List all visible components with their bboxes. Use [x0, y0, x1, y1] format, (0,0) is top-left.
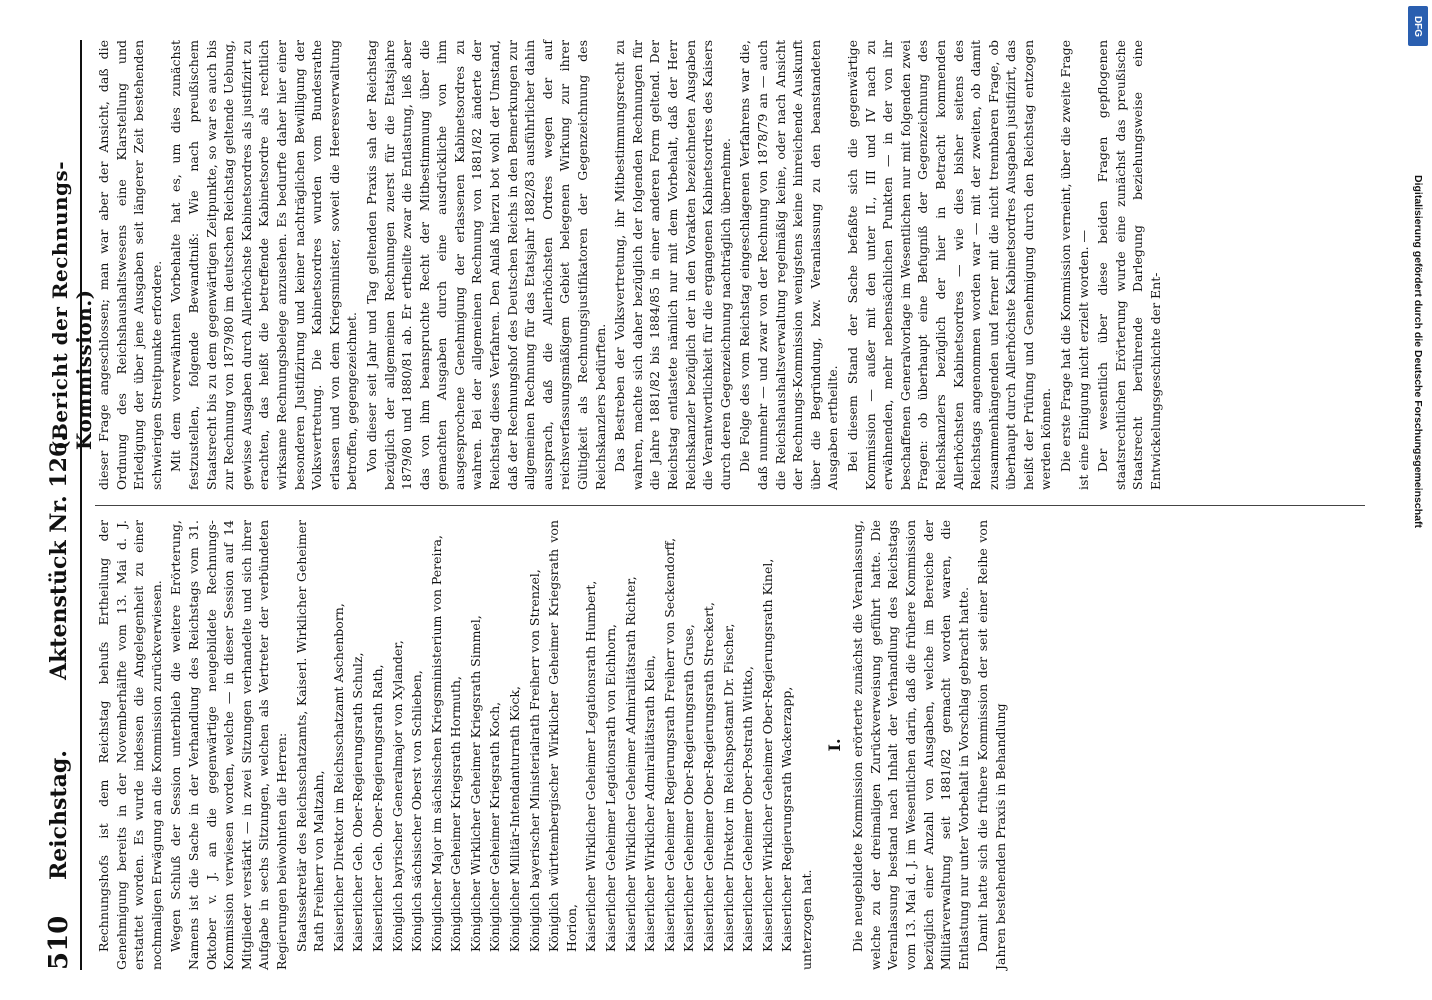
text-column-left [95, 520, 1012, 970]
paragraph: Die Folge des vom Reichstag eingeschlagenen Verfahrens war die, daß nunmehr — und zwar von der Rechnung von 1878/79 an — auch die Reichshaushaltsverwaltung regelmäßig keine, oder nach Ansicht der Rechnungs-Kommission wenigstens keine hinreichende Auskunft über die Begründung, bzw. Veranlassung zu den beanstandeten Ausgaben ertheilte. [737, 40, 841, 490]
list-item: Königlicher Major im sächsischen Kriegsministerium von Pereira, [428, 535, 444, 952]
list-item: Königlicher Wirklicher Geheimer Kriegsrath Simmel, [467, 615, 483, 952]
paragraph: Rechnungshofs ist dem Reichstag behufs Ertheilung der Genehmigung bereits in der Novemberhälfte vom 13. Mai d. J. erstattet worden. Es wurde indessen die Angelegenheit zu einer nochmaligen Erwägung an die Kommission zurückverwiesen. [96, 520, 164, 970]
column-divider [95, 505, 1365, 506]
paragraph: Der wesentlich über diese beiden Fragen gepflogenen staatsrechtlichen Erörterung wurde eine zunächst das preußische Staatsrecht berührende Darlegung beziehungsweise eine Entwickelungsgeschichte der Ent- [1095, 40, 1164, 490]
list-item: Kaiserlicher Geh. Ober-Regierungsrath Schulz, [350, 652, 366, 952]
list-item: Staatssekretär des Reichsschatzamts, Kaiserl. Wirklicher Geheimer Rath Freiherr von Maltzahn, [293, 520, 327, 952]
header-title-right: (Bericht der Rechnungs-Kommission.) [48, 160, 96, 450]
dfg-logo-label: DFG [1412, 15, 1424, 37]
paragraph: Damit hatte sich die frühere Kommission der seit einer Reihe von Jahren bestehenden Praxis in Behandlung [975, 520, 1008, 970]
header-title-mid: Aktenstück Nr. 126. [46, 434, 72, 680]
paragraph: Bei diesem Stand der Sache befaßte sich die gegenwärtige Kommission — außer mit den unter II., III und IV nach zu erwähnenden, mehr nebensächlichen Punkten — in der von ihr beschaffenen Generalvorlage im Wesentlichen nur mit folgenden zwei Fragen: ob überhaupt eine Befugniß der Gegenzeichnung des Reichskanzlers bezüglich der hier in Betracht kommenden Allerhöchsten Kabinetsordres — wie dies bisher seitens des Reichstags angenommen worden war — mit der zweiten, ob damit zusammenhängenden und ferner mit die nicht trennbaren Frage, ob überhaupt durch Allerhöchste Kabinetsordres Ausgaben justifizirt, das heißt der Prüfung und Genehmigung durch den Reichstag entzogen werden können. [844, 40, 1054, 490]
list-item: Kaiserlicher Geh. Ober-Regierungsrath Rath, [369, 664, 385, 952]
list-item: Königlich sächsischer Oberst von Schlieben, [409, 670, 425, 952]
running-header [40, 40, 96, 970]
paragraph: Wegen Schluß der Session unterblieb die weitere Erörterung, Namens ist die Sache in der Verhandlung des Reichstags vom 31. Oktober v. J. an die gegenwärtige neugebildete Rechnungs-Kommission verwiesen worden, welche — in dieser Session auf 14 Mitglieder verstärkt — in zwei Sitzungen verhandelte und sich ihrer Aufgabe in sechs Sitzungen, welchen als Vertreter der verbündeten Regierungen beiwohnten die Herren: [168, 520, 289, 970]
paragraph: Das Bestreben der Volksvertretung, ihr Mitbestimmungsrecht zu wahren, machte sich daher bezüglich der folgenden Rechnungen für die Jahre 1881/82 bis 1884/85 in einer anderen Form geltend. Der Reichstag entlastete nämlich nur mit dem Vorbehalt, daß der Herr Reichskanzler bezüglich der in den Vorakten bezeichneten Ausgaben die Verantwortlichkeit für die ergangenen Kabinetsordres des Kaisers durch deren Gegenzeichnung nachträglich übernehme. [612, 40, 733, 490]
paragraph: Die erste Frage hat die Kommission verneint, über die zweite Frage ist eine Einigung nicht erzielt worden. — [1058, 40, 1091, 490]
list-item: Kaiserlicher Geheimer Ober-Regierungsrath Gruse, [681, 624, 697, 952]
list-item: Kaiserlicher Direktor im Reichspostamt Dr. Fischer, [720, 623, 736, 952]
dfg-logo [1408, 6, 1428, 46]
member-list [293, 520, 796, 970]
list-item: Kaiserlicher Geheimer Ober-Postrath Wittko, [740, 666, 756, 952]
paragraph: Die neugebildete Kommission erörterte zunächst die Veranlassung, welche zu der dreimaligen Zurückverweisung geführt hatte. Die Veranlassung bestand nach Inhalt der Verhandlung des Reichstags vom 13. Mai d. J. im Wesentlichen darin, daß die frühere Kommission bezüglich einer Anzahl von Ausgaben, welche im Bereiche der Militärverwaltung seit 1881/82 gemacht worden waren, die Entlastung nur unter Vorbehalt in Vorschlag gebracht hatte. [850, 520, 971, 970]
list-item: Kaiserlicher Wirklicher Geheimer Admiralitätsrath Richter, [622, 576, 638, 952]
closing-line: unterzogen hat. [798, 869, 814, 970]
list-item: Kaiserlicher Wirklicher Geheimer Ober-Regierungsrath Kinel, [759, 558, 775, 952]
list-item: Kaiserlicher Geheimer Regierungsrath Freiherr von Seckendorff, [661, 537, 677, 952]
digitization-credit: Digitalisierung gefördert durch die Deutsche Forschungsgemeinschaft [1412, 175, 1424, 528]
list-item: Kaiserlicher Geheimer Ober-Regierungsrath Streckert, [701, 602, 716, 952]
section-heading: I. [824, 738, 844, 752]
list-item: Kaiserlicher Wirklicher Geheimer Legationsrath Humbert, [583, 580, 599, 952]
list-item: Königlich württembergischer Wirklicher Geheimer Kriegsrath von Horion, [546, 520, 579, 952]
header-title-left: Reichstag. [46, 750, 72, 880]
list-item: Königlicher Geheimer Kriegsrath Hormuth, [448, 676, 464, 952]
list-item: Königlicher Militär-Intendanturrath Köck, [507, 685, 523, 952]
list-item: Königlich bayerischer Ministerialrath Freiherr von Strenzel, [526, 569, 542, 952]
paragraph: Mit dem vorerwähnten Vorbehalte hat es, um dies zunächst festzustellen, folgende Bewandtniß: Wie nach preußischem Staatsrecht bis zu dem gegenwärtigen Zeitpunkte, so war es auch bis zur Rechnung von 1879/80 im deutschen Reichstag geltende Uebung, gewisse Ausgaben durch Allerhöchste Kabinetsordres als justifizirt zu erachten, das heißt die betreffende Kabinetsordre als rechtlich wirksame Rechnungsbelege anzusehen. Es bedurfte daher hier einer besonderen Justifizirung und keiner nachträglichen Bewilligung der Volksvertretung. Die Kabinetsordres wurden vom Bundesrathe erlassen und von dem Kriegsminister, soweit die Heeresverwaltung betroffen, gegengezeichnet. [168, 40, 360, 490]
list-item: Kaiserlicher Geheimer Legationsrath von Eichhorn, [603, 624, 619, 952]
list-item: Kaiserlicher Regierungsrath Wackerzapp, [779, 686, 795, 952]
paragraph: dieser Frage angeschlossen; man war aber der Ansicht, daß die Ordnung des Reichshaushaltswesens eine Klarstellung und Erledigung der über jene Ausgaben seit längerer Zeit bestehenden schwierigen Streitpunkte erfordere. [96, 40, 164, 490]
list-item: Kaiserlicher Direktor im Reichsschatzamt Aschenborn, [330, 603, 346, 952]
page-number: 510 [44, 915, 74, 970]
paragraph: Von dieser seit Jahr und Tag geltenden Praxis sah der Reichstag bezüglich der allgemeinen Rechnungen zuerst für die Etatsjahre 1879/80 und 1880/81 ab. Er ertheilte zwar die Entlastung, ließ aber das von ihm beanspruchte Recht der Mitbestimmung über die gemachten Ausgaben durch eine ausdrückliche von ihm ausgesprochene Genehmigung der erlassenen Kabinetsordres zu wahren. Bei der allgemeinen Rechnung von 1881/82 änderte der Reichstag dieses Verfahren. Den Anlaß hierzu bot wohl der Umstand, daß der Rechnungshof des Deutschen Reichs in den Bemerkungen zur allgemeinen Rechnung für das Etatsjahr 1882/83 ausführlicher dahin aussprach, daß die Allerhöchsten Ordres wegen der auf reichsverfassungsmäßigem Gebiet belegenen Wirkung zur ihrer Gültigkeit als Rechnungsjustifikatoren der Gegenzeichnung des Reichskanzlers bedürften. [363, 40, 608, 490]
list-item: Königlicher Geheimer Kriegsrath Koch, [487, 701, 503, 952]
digitization-sidebar [1404, 0, 1432, 1000]
list-item: Königlich bayrischer Generalmajor von Xylander, [389, 640, 405, 952]
list-item: Kaiserlicher Wirklicher Admiralitätsrath Klein, [642, 655, 658, 952]
text-column-right [95, 40, 1167, 490]
